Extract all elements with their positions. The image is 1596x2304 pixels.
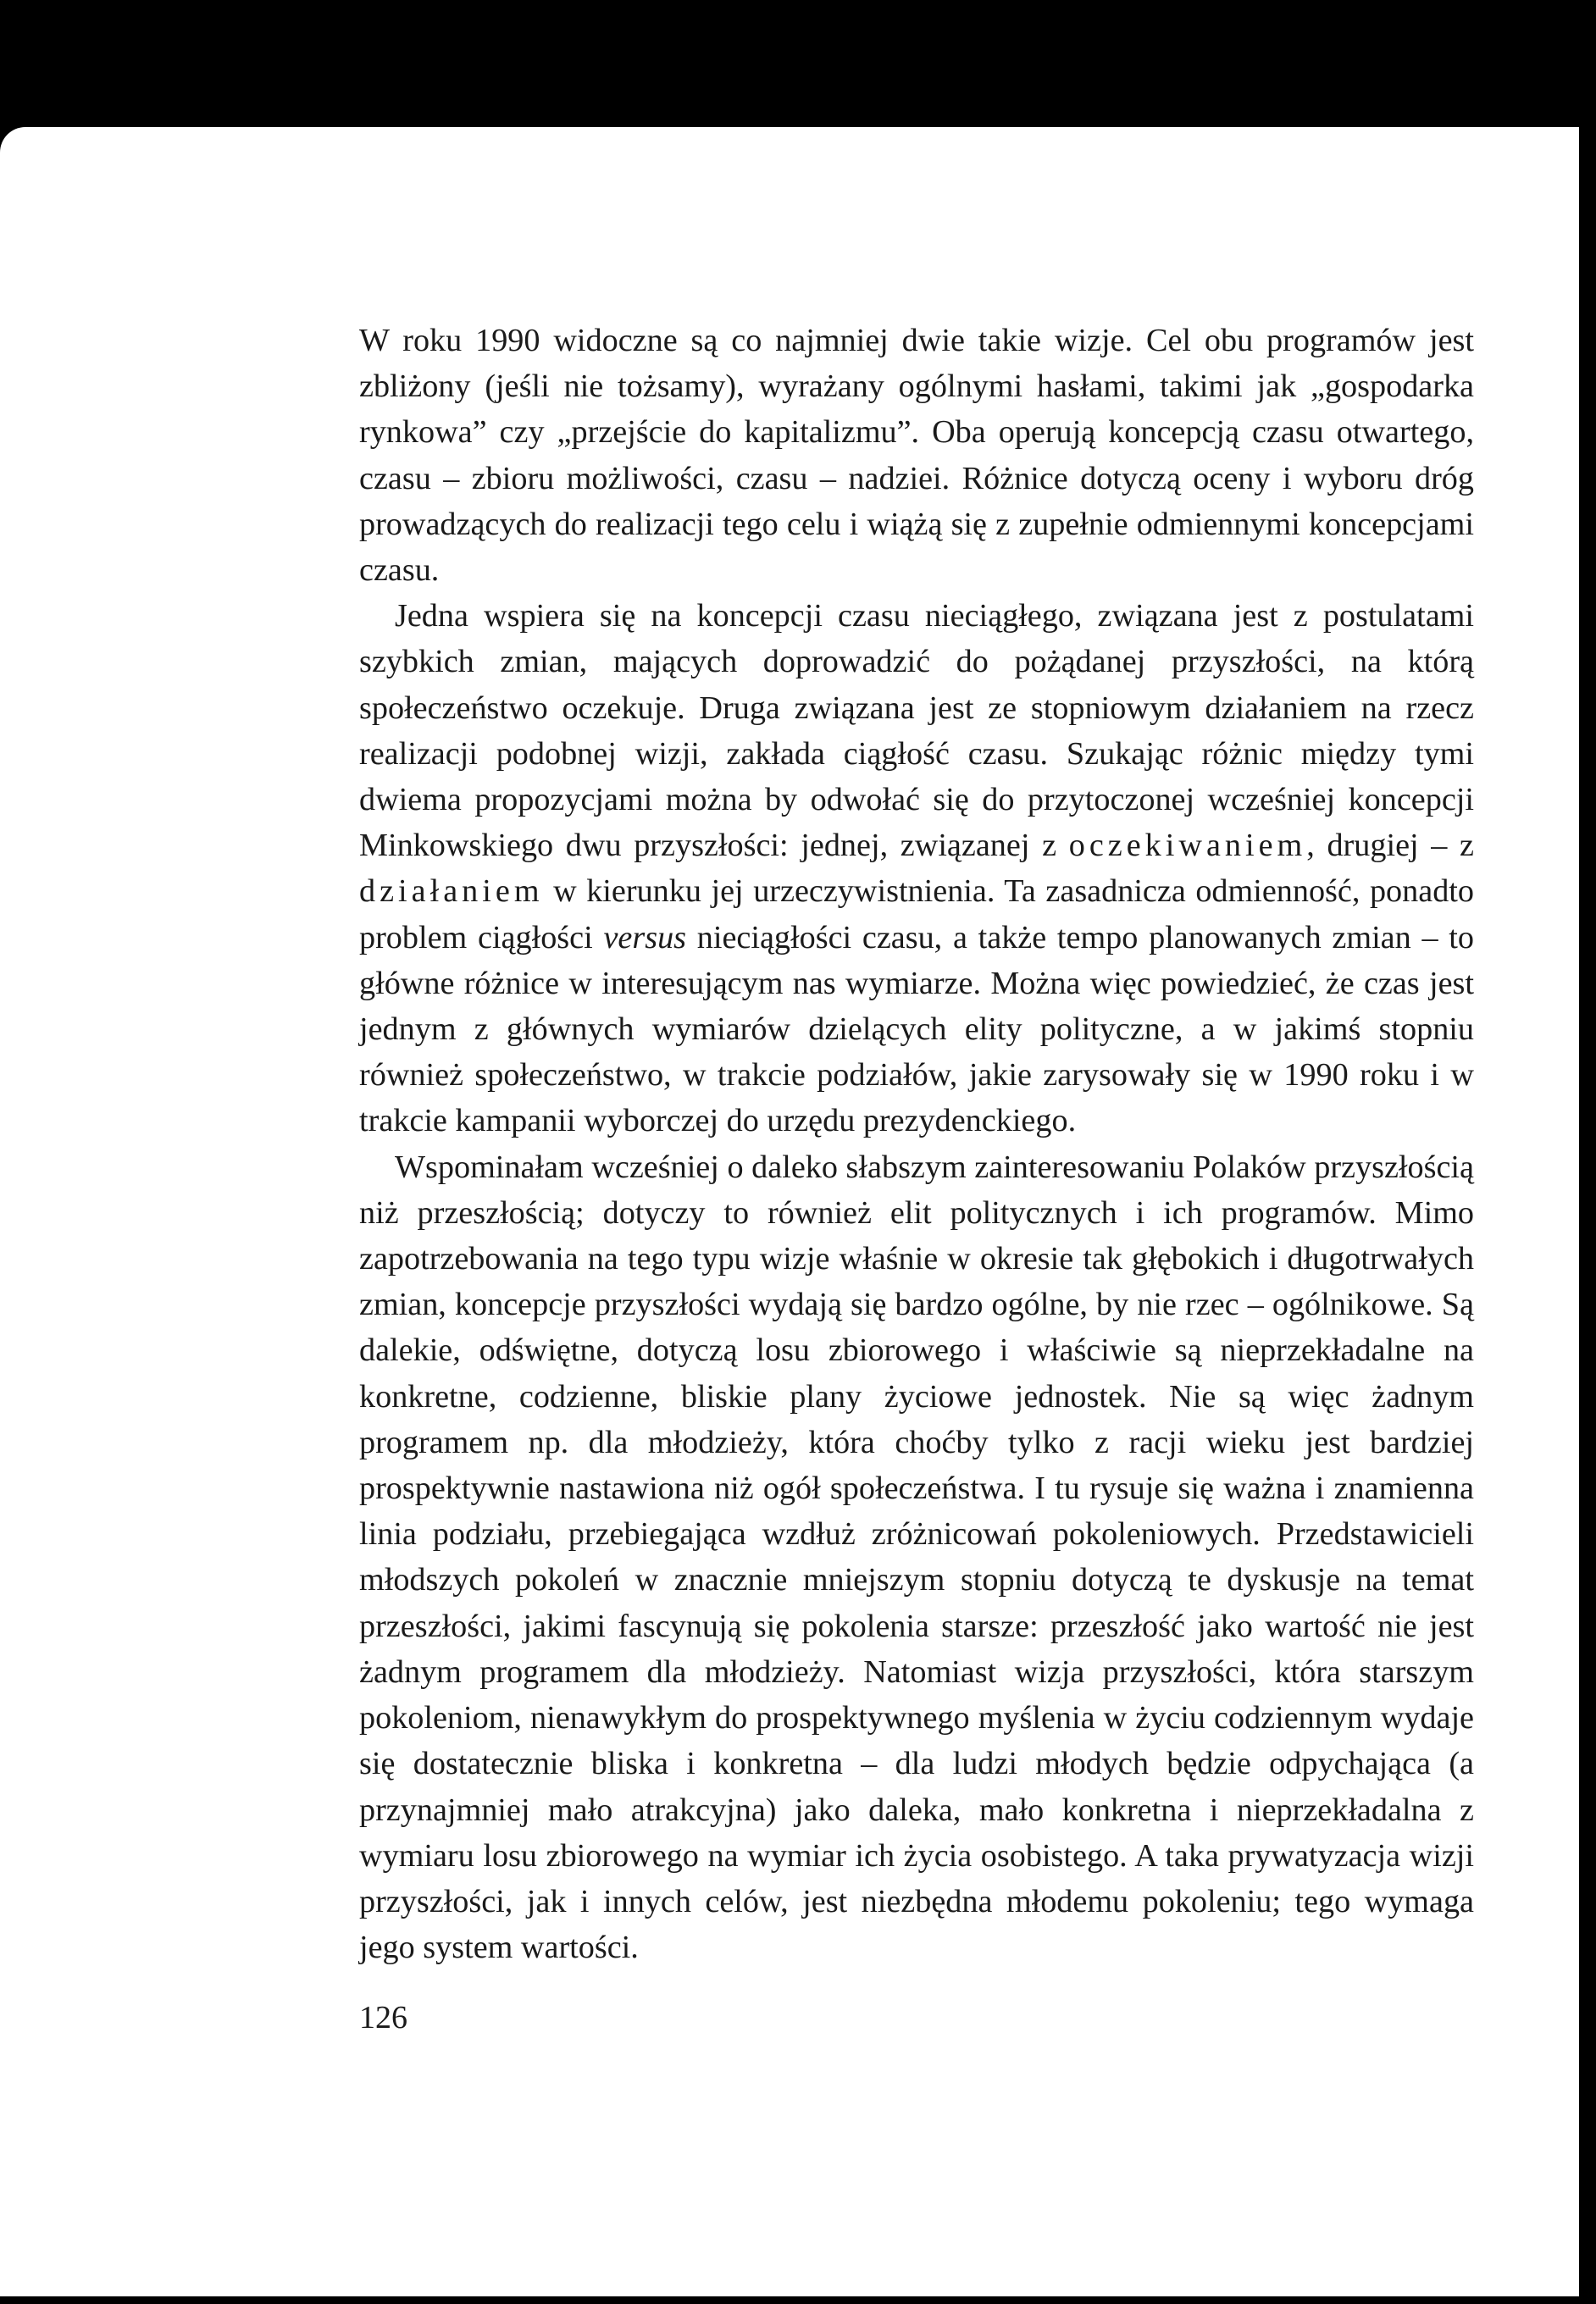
- paragraph-3: [359, 1144, 1474, 1971]
- paragraph-1: [359, 318, 1474, 593]
- paragraph-2-text-a: Jedna wspiera się na koncepcji czasu nieciągłego, związana jest z postulatami szybkich zmian, mających doprowadzić do pożądanej przyszłości, na którą społeczeństwo oczekuje. Druga związana jest ze stopniowym działaniem na rzecz realizacji podobnej wizji, zakłada ciągłość czasu. Szukając różnic między tymi dwiema propozycjami można by odwołać się do przytoczonej wcześniej koncepcji Minkowskiego dwu przyszłości: jednej, związanej z: [359, 598, 1474, 864]
- paragraph-2: [359, 593, 1474, 1144]
- emphasis-oczekiwaniem: oczekiwaniem: [1068, 828, 1307, 864]
- emphasis-dzialaniem: działaniem: [359, 873, 544, 910]
- paragraph-2-text-b: , drugiej – z: [1306, 828, 1474, 864]
- paragraph-2-text-c: w kierunku jej urzeczywistnienia. Ta zasadnicza odmienność, ponadto problem ciągłości: [359, 873, 1474, 955]
- scan-edge: [1579, 110, 1596, 2304]
- page-number: 126: [359, 2000, 407, 2035]
- paragraph-2-text-d: nieciągłości czasu, a także tempo planowanych zmian – to główne różnice w interesującym nas wymiarze. Można więc powiedzieć, że czas jest jednym z głównych wymiarów dzielących elity polityczne, a w jakimś stopniu również społeczeństwo, w trakcie podziałów, jakie zarysowały się w 1990 roku i w trakcie kampanii wyborczej do urzędu prezydenckiego.: [359, 919, 1474, 1139]
- body-text: [359, 318, 1474, 1970]
- italic-versus: versus: [603, 919, 687, 955]
- paragraph-3-text: Wspominałam wcześniej o daleko słabszym zainteresowaniu Polaków przyszłością niż przeszłością; dotyczy to również elit politycznych i ich programów. Mimo zapotrzebowania na tego typu wizje właśnie w okresie tak głębokich i długotrwałych zmian, koncepcje przyszłości wydają się bardzo ogólne, by nie rzec – ogólnikowe. Są dalekie, odświętne, dotyczą losu zbiorowego i właściwie są nieprzekładalne na konkretne, codzienne, bliskie plany życiowe jednostek. Nie są więc żadnym programem np. dla młodzieży, która choćby tylko z racji wieku jest bardziej prospektywnie nastawiona niż ogół społeczeństwa. I tu rysuje się ważna i znamienna linia podziału, przebiegająca wzdłuż zróżnicowań pokoleniowych. Przedstawicieli młodszych pokoleń w znacznie mniejszym stopniu dotyczą te dyskusje na temat przeszłości, jakimi fascynują się pokolenia starsze: przeszłość jako wartość nie jest żadnym programem dla młodzieży. Natomiast wizja przyszłości, która starszym pokoleniom, nienawykłym do prospektywnego myślenia w życiu codziennym wydaje się dostatecznie bliska i konkretna – dla ludzi młodych będzie odpychająca (a przynajmniej mało atrakcyjna) jako daleka, mało konkretna i nieprzekładalna z wymiaru losu zbiorowego na wymiar ich życia osobistego. A taka prywatyzacja wizji przyszłości, jak i innych celów, jest niezbędna młodemu pokoleniu; tego wymaga jego system wartości.: [359, 1149, 1474, 1966]
- paragraph-1-text: W roku 1990 widoczne są co najmniej dwie takie wizje. Cel obu programów jest zbliżony (jeśli nie tożsamy), wyrażany ogólnymi hasłami, takimi jak „gospodarka rynkowa” czy „przejście do kapitalizmu”. Oba operują koncepcją czasu otwartego, czasu – zbioru możliwości, czasu – nadziei. Różnice dotyczą oceny i wyboru dróg prowadzących do realizacji tego celu i wiążą się z zupełnie odmiennymi koncepcjami czasu.: [359, 323, 1474, 589]
